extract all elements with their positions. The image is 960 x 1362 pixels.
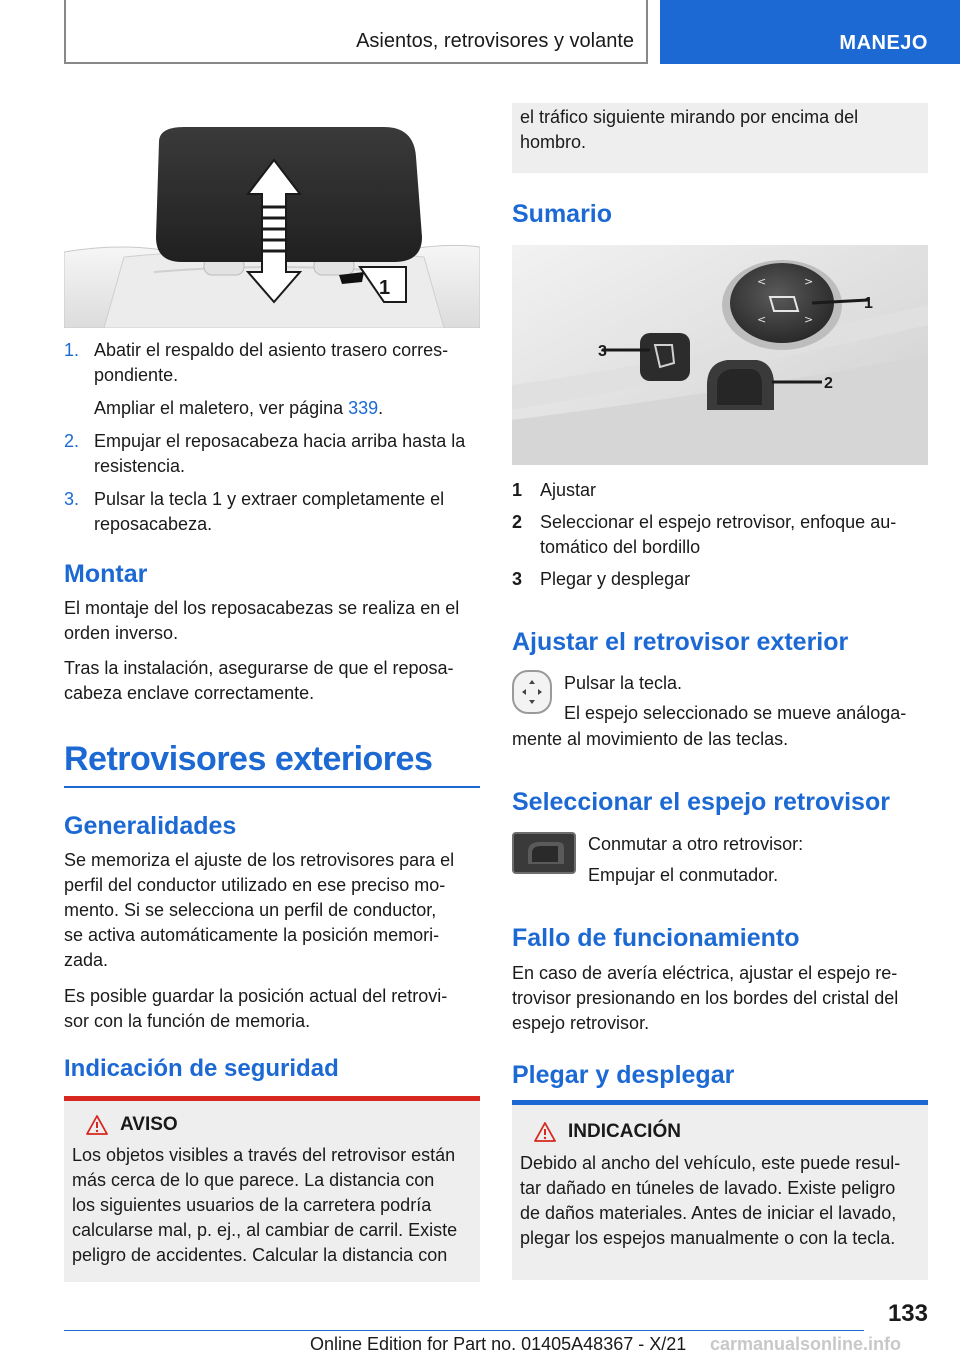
step-text-line: Abatir el respaldo del asiento trasero corres- [94, 340, 449, 360]
montar-heading: Montar [64, 560, 148, 588]
fallo-heading: Fallo de funcionamiento [512, 924, 800, 952]
mirror-adjust-button-icon [512, 670, 552, 714]
notice-box [512, 1100, 928, 1280]
warning-triangle-icon [86, 1115, 108, 1135]
fallo-para: En caso de avería eléctrica, ajustar el espejo re- trovisor presionando en los bordes del cristal del espejo retrovisor. [512, 963, 899, 1033]
step-item [64, 487, 480, 537]
section-tab[interactable] [660, 0, 960, 64]
notice-text: Debido al ancho del vehículo, este puede resul- tar dañado en túneles de lavado. Existe peligro de daños materiales. Antes de iniciar el lavado, plegar los espejos manualmente o con la tecla. [520, 1153, 901, 1248]
warning-title: AVISO [120, 1114, 178, 1135]
ajustar-heading: Ajustar el retrovisor exterior [512, 628, 849, 656]
legend-number: 1 [512, 480, 523, 500]
section-tab-label: MANEJO [839, 32, 928, 54]
warning-box [64, 1096, 480, 1282]
warning-text: Los objetos visibles a través del retrovisor están más cerca de lo que parece. La distancia con los siguientes usuarios de la carretera podría calcularse mal, p. ej., al cambiar de carril. Existe peligro de accidentes. Calcular la distancia con [72, 1145, 458, 1265]
svg-text:>: > [804, 313, 814, 326]
legend-item: 1 Ajustar [512, 478, 928, 503]
generalidades-heading: Generalidades [64, 812, 237, 840]
step-number: 2. [64, 431, 80, 451]
page-number: 133 [887, 1300, 928, 1327]
generalidades-para-2: Es posible guardar la posición actual del retrovi- sor con la función de memoria. [64, 986, 448, 1031]
step-note: Ampliar el maletero, ver página 339. [94, 398, 384, 418]
generalidades-para-1: Se memoriza el ajuste de los retrovisores para el perfil del conductor utilizado en ese preciso mo- mento. Si se selecciona un perfil de conductor, se activa automáticamente la posición memori- zada. [64, 850, 455, 970]
sumario-legend [512, 478, 928, 592]
figure-callout-2: 2 [824, 375, 833, 392]
legend-number: 3 [512, 569, 523, 589]
figure-callout-1: 1 [864, 295, 873, 312]
mirror-control-figure [512, 245, 928, 465]
chapter-title: Asientos, retrovisores y volante [356, 30, 634, 52]
step-text-line: resistencia. [94, 456, 186, 476]
montar-para-1: El montaje del los reposacabezas se realiza en el orden inverso. [64, 598, 460, 643]
svg-text:>: > [804, 275, 814, 288]
svg-text:<: < [757, 313, 767, 326]
header-title-box [64, 0, 648, 64]
warning-continuation-box: el tráfico siguiente mirando por encima del hombro. [512, 103, 928, 173]
legend-item: 2 Seleccionar el espejo retrovisor, enfoque au- tomático del bordillo [512, 512, 897, 557]
figure-callout-3: 3 [598, 343, 607, 360]
montar-para-2: Tras la instalación, asegurarse de que el reposa- cabeza enclave correctamente. [64, 658, 454, 703]
seleccionar-line-2: Empujar el conmutador. [588, 865, 779, 885]
legend-number: 2 [512, 512, 523, 532]
page-link-339[interactable]: 339 [348, 398, 379, 418]
seguridad-heading: Indicación de seguridad [64, 1055, 339, 1082]
section-title: Retrovisores exteriores [64, 740, 433, 778]
step-item [64, 338, 480, 421]
seleccionar-heading: Seleccionar el espejo retrovisor [512, 788, 890, 816]
step-item [64, 429, 480, 479]
sumario-heading: Sumario [512, 200, 613, 228]
step-text-line: pondiente. [94, 365, 179, 385]
ajustar-line-3: mente al movimiento de las teclas. [512, 729, 789, 749]
step-text-line: Empujar el reposacabeza hacia arriba hasta la [94, 431, 466, 451]
mirror-select-switch-icon [512, 832, 576, 874]
headrest-figure [64, 102, 480, 328]
notice-triangle-icon [534, 1122, 556, 1142]
step-text-line: Pulsar la tecla 1 y extraer completamente el [94, 489, 445, 509]
legend-item: 3 Plegar y desplegar [512, 567, 928, 592]
watermark: carmanualsonline.info [710, 1334, 902, 1354]
section-rule [64, 786, 480, 788]
ajustar-line-1: Pulsar la tecla. [564, 673, 683, 693]
edition-note: Online Edition for Part no. 01405A48367 - X/21 [310, 1334, 687, 1354]
footer-rule [64, 1330, 864, 1331]
step-number: 1. [64, 340, 80, 360]
seleccionar-line-1: Conmutar a otro retrovisor: [588, 834, 804, 854]
step-list [64, 338, 480, 537]
ajustar-line-2: El espejo seleccionado se mueve análoga- [564, 703, 907, 723]
notice-title: INDICACIÓN [568, 1121, 681, 1142]
figure-callout-1: 1 [379, 277, 391, 299]
step-number: 3. [64, 489, 80, 509]
plegar-heading: Plegar y desplegar [512, 1061, 735, 1089]
svg-text:<: < [757, 275, 767, 288]
step-text-line: reposacabeza. [94, 514, 213, 534]
